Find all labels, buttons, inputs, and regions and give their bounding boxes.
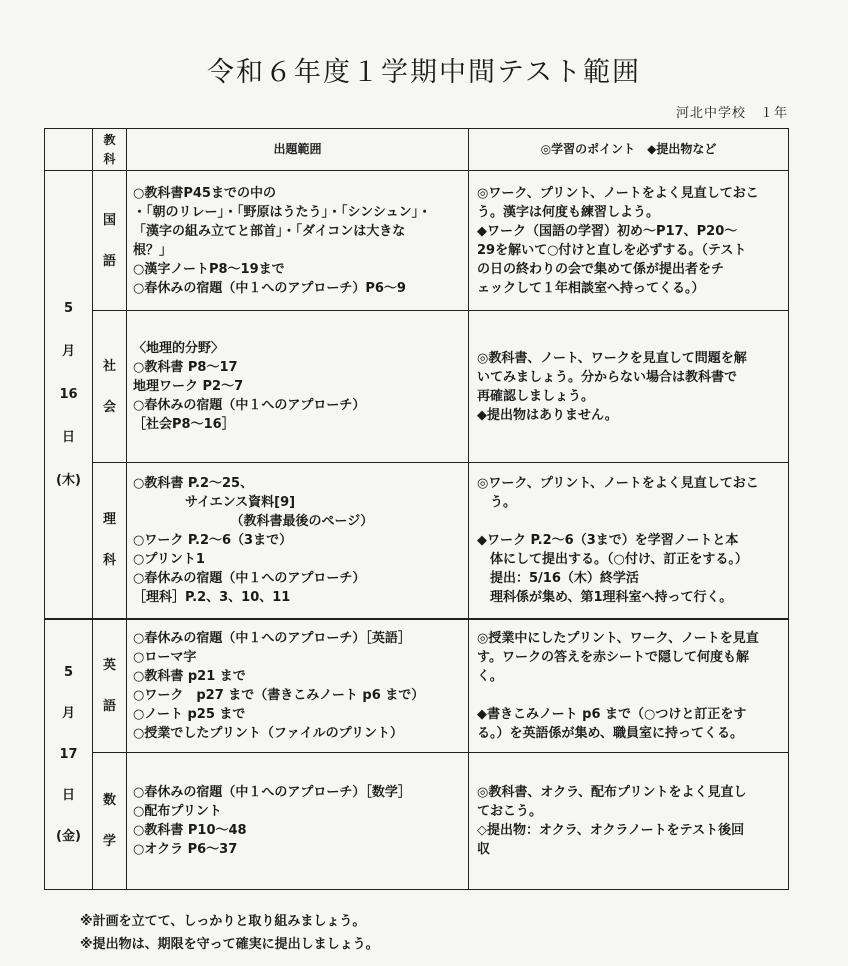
page-title: 令和６年度１学期中間テスト範囲 <box>207 57 641 88</box>
subject-cell: 数 学 <box>93 753 127 890</box>
table-row <box>45 171 789 311</box>
range-cell: ○春休みの宿題（中１へのアプローチ）［数学］ ○配布プリント ○教科書 P10～48 ○オクラ P6～37 <box>127 753 469 890</box>
table-row <box>45 311 789 463</box>
table-row <box>45 619 789 753</box>
range-cell: ○教科書 P.2～25、 サイエンス資料[9] （教科書最後のページ） ○ワーク P.2～6（3まで） ○プリント1 ○春休みの宿題（中１へのアプローチ） ［理科］P.2、3、10、11 <box>127 463 469 619</box>
points-cell: ◎ワーク、プリント、ノートをよく見直しておこ う。漢字は何度も練習しよう。 ◆ワーク（国語の学習）初め～P17、P20～ 29を解いて○付けと直しを必ずする。（テスト の日の終わりの会で集めて係が提出者をチ ェックして１年相談室へ持ってくる。） <box>469 171 789 311</box>
range-cell: ○教科書P45までの中の ・「朝のリレー」・「野原はうたう」・「シンシュン」・ 「漢字の組み立てと部首」・「ダイコンは大きな 根？」 ○漢字ノートP8～19まで ○春休みの宿題（中１へのアプローチ）P6～9 <box>127 171 469 311</box>
points-cell: ◎教科書、ノート、ワークを見直して問題を解 いてみましょう。分からない場合は教科書で 再確認しましょう。 ◆提出物はありません。 <box>469 311 789 463</box>
subject-cell: 国 語 <box>93 171 127 311</box>
school-grade-label: 河北中学校 １年 <box>675 106 788 121</box>
header-points: ◎学習のポイント ◆提出物など <box>469 129 789 171</box>
date-cell-may16: 5 月 16 日 (木) <box>45 171 93 619</box>
range-cell: ○春休みの宿題（中１へのアプローチ）［英語］ ○ローマ字 ○教科書 p21 まで ○ワーク p27 まで（書きこみノート p6 まで） ○ノート p25 まで ○授業でしたプリント（ファイルのプリント） <box>127 619 469 753</box>
subject-cell: 社 会 <box>93 311 127 463</box>
header-range: 出題範囲 <box>127 129 469 171</box>
subject-cell: 英 語 <box>93 619 127 753</box>
table-header-row <box>45 129 789 171</box>
date-cell-may17: 5 月 17 日 (金) <box>45 619 93 890</box>
header-subject: 教 科 <box>93 129 127 171</box>
test-range-table <box>44 128 789 890</box>
table-row <box>45 463 789 619</box>
range-cell: 〈地理的分野〉 ○教科書 P8～17 地理ワーク P2～7 ○春休みの宿題（中１へのアプローチ） ［社会P8～16］ <box>127 311 469 463</box>
points-cell: ◎教科書、オクラ、配布プリントをよく見直し ておこう。 ◇提出物：オクラ、オクラノートをテスト後回 収 <box>469 753 789 890</box>
points-cell: ◎ワーク、プリント、ノートをよく見直しておこ う。 ◆ワーク P.2～6（3まで）を学習ノートと本 体にして提出する。（○付け、訂正をする。） 提出：5/16（木）終学活 理科係が集め、第1理科室へ持って行く。 <box>469 463 789 619</box>
header-date-cell <box>45 129 93 171</box>
points-cell: ◎授業中にしたプリント、ワーク、ノートを見直 す。ワークの答えを赤シートで隠して何度も解 く。 ◆書きこみノート p6 まで（○つけと訂正をす る。）を英語係が集め、職員室に持ってくる。 <box>469 619 789 753</box>
footer-note: ※計画を立てて、しっかりと取り組みましょう。 <box>80 914 366 929</box>
subject-cell: 理 科 <box>93 463 127 619</box>
footer-note: ※提出物は、期限を守って確実に提出しましょう。 <box>80 937 379 952</box>
footer-notes <box>80 910 379 956</box>
table-row <box>45 753 789 890</box>
